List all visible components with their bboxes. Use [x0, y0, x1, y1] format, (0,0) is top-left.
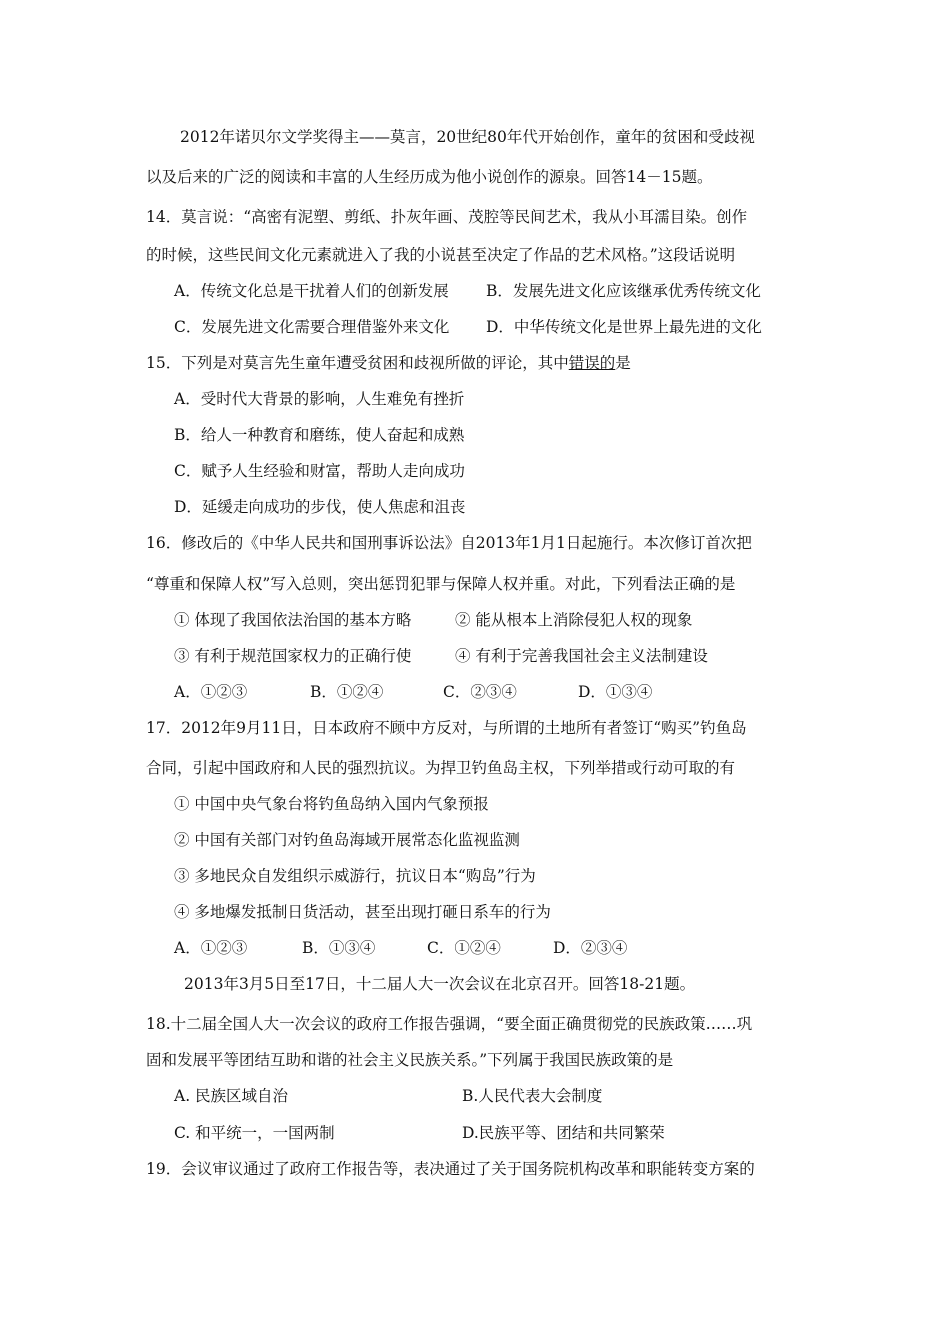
- question-19-stem: 19．会议审议通过了政府工作报告等，表决通过了关于国务院机构改革和职能转变方案的: [146, 1160, 755, 1178]
- q18-option-d: D.民族平等、团结和共同繁荣: [462, 1124, 665, 1142]
- q15-option-c: C．赋予人生经验和财富，帮助人走向成功: [174, 462, 465, 480]
- q16-statement-1: ① 体现了我国依法治国的基本方略: [174, 611, 412, 629]
- q18-option-c: C. 和平统一，一国两制: [174, 1124, 335, 1142]
- question-15-stem: [146, 353, 631, 373]
- q15-option-a: A．受时代大背景的影响，人生难免有挫折: [174, 390, 465, 408]
- q14-option-b: B．发展先进文化应该继承优秀传统文化: [486, 282, 761, 300]
- q17-statement-4: ④ 多地爆发抵制日货活动，甚至出现打砸日系车的行为: [174, 903, 551, 921]
- q17-statement-3: ③ 多地民众自发组织示威游行，抗议日本“购岛”行为: [174, 867, 536, 885]
- q16-option-d: D．①③④: [578, 683, 653, 701]
- q18-option-a: A. 民族区域自治: [174, 1087, 289, 1105]
- question-14-stem: 的时候，这些民间文化元素就进入了我的小说甚至决定了作品的艺术风格。”这段话说明: [146, 246, 736, 264]
- question-18-stem: 固和发展平等团结互助和谐的社会主义民族关系。”下列属于我国民族政策的是: [146, 1051, 674, 1069]
- q14-option-a: A．传统文化总是干扰着人们的创新发展: [174, 282, 449, 300]
- q17-option-d: D．②③④: [553, 939, 628, 957]
- q16-statement-3: ③ 有利于规范国家权力的正确行使: [174, 647, 412, 665]
- q17-option-b: B．①③④: [302, 939, 376, 957]
- q17-statement-1: ① 中国中央气象台将钓鱼岛纳入国内气象预报: [174, 795, 489, 813]
- question-14-stem: 14．莫言说：“高密有泥塑、剪纸、扑灰年画、茂腔等民间艺术，我从小耳濡目染。创作: [146, 208, 748, 226]
- q15-option-d: D．延缓走向成功的步伐，使人焦虑和沮丧: [174, 498, 466, 516]
- question-17-stem: 17．2012年9月11日，日本政府不顾中方反对，与所谓的土地所有者签订“购买”钓鱼岛: [146, 719, 747, 737]
- stem-text: 是: [615, 354, 631, 372]
- q15-option-b: B．给人一种教育和磨练，使人奋起和成熟: [174, 426, 465, 444]
- intro-paragraph-line: 2013年3月5日至17日，十二届人大一次会议在北京召开。回答18-21题。: [184, 975, 696, 993]
- q16-option-a: A．①②③: [174, 683, 248, 701]
- stem-text: 15．下列是对莫言先生童年遭受贫困和歧视所做的评论，其中: [146, 354, 569, 372]
- q17-statement-2: ② 中国有关部门对钓鱼岛海域开展常态化监视监测: [174, 831, 520, 849]
- question-16-stem: 16．修改后的《中华人民共和国刑事诉讼法》自2013年1月1日起施行。本次修订首次把: [146, 534, 752, 552]
- q16-option-b: B．①②④: [310, 683, 384, 701]
- q14-option-c: C．发展先进文化需要合理借鉴外来文化: [174, 318, 450, 336]
- q16-statement-4: ④ 有利于完善我国社会主义法制建设: [455, 647, 708, 665]
- q17-option-c: C．①②④: [427, 939, 501, 957]
- q17-option-a: A．①②③: [174, 939, 248, 957]
- question-17-stem: 合同，引起中国政府和人民的强烈抗议。为捍卫钓鱼岛主权，下列举措或行动可取的有: [146, 759, 736, 777]
- question-16-stem: “尊重和保障人权”写入总则，突出惩罚犯罪与保障人权并重。对此，下列看法正确的是: [146, 575, 736, 593]
- underlined-emphasis: 错误的: [568, 354, 616, 372]
- q14-option-d: D．中华传统文化是世界上最先进的文化: [486, 318, 762, 336]
- q16-option-c: C．②③④: [443, 683, 517, 701]
- q18-option-b: B.人民代表大会制度: [462, 1087, 603, 1105]
- q16-statement-2: ② 能从根本上消除侵犯人权的现象: [455, 611, 693, 629]
- intro-paragraph-line: 以及后来的广泛的阅读和丰富的人生经历成为他小说创作的源泉。回答14－15题。: [146, 168, 713, 186]
- question-18-stem: 18.十二届全国人大一次会议的政府工作报告强调，“要全面正确贯彻党的民族政策……巩: [146, 1015, 753, 1033]
- intro-paragraph-line: 2012年诺贝尔文学奖得主——莫言，20世纪80年代开始创作，童年的贫困和受歧视: [180, 128, 755, 146]
